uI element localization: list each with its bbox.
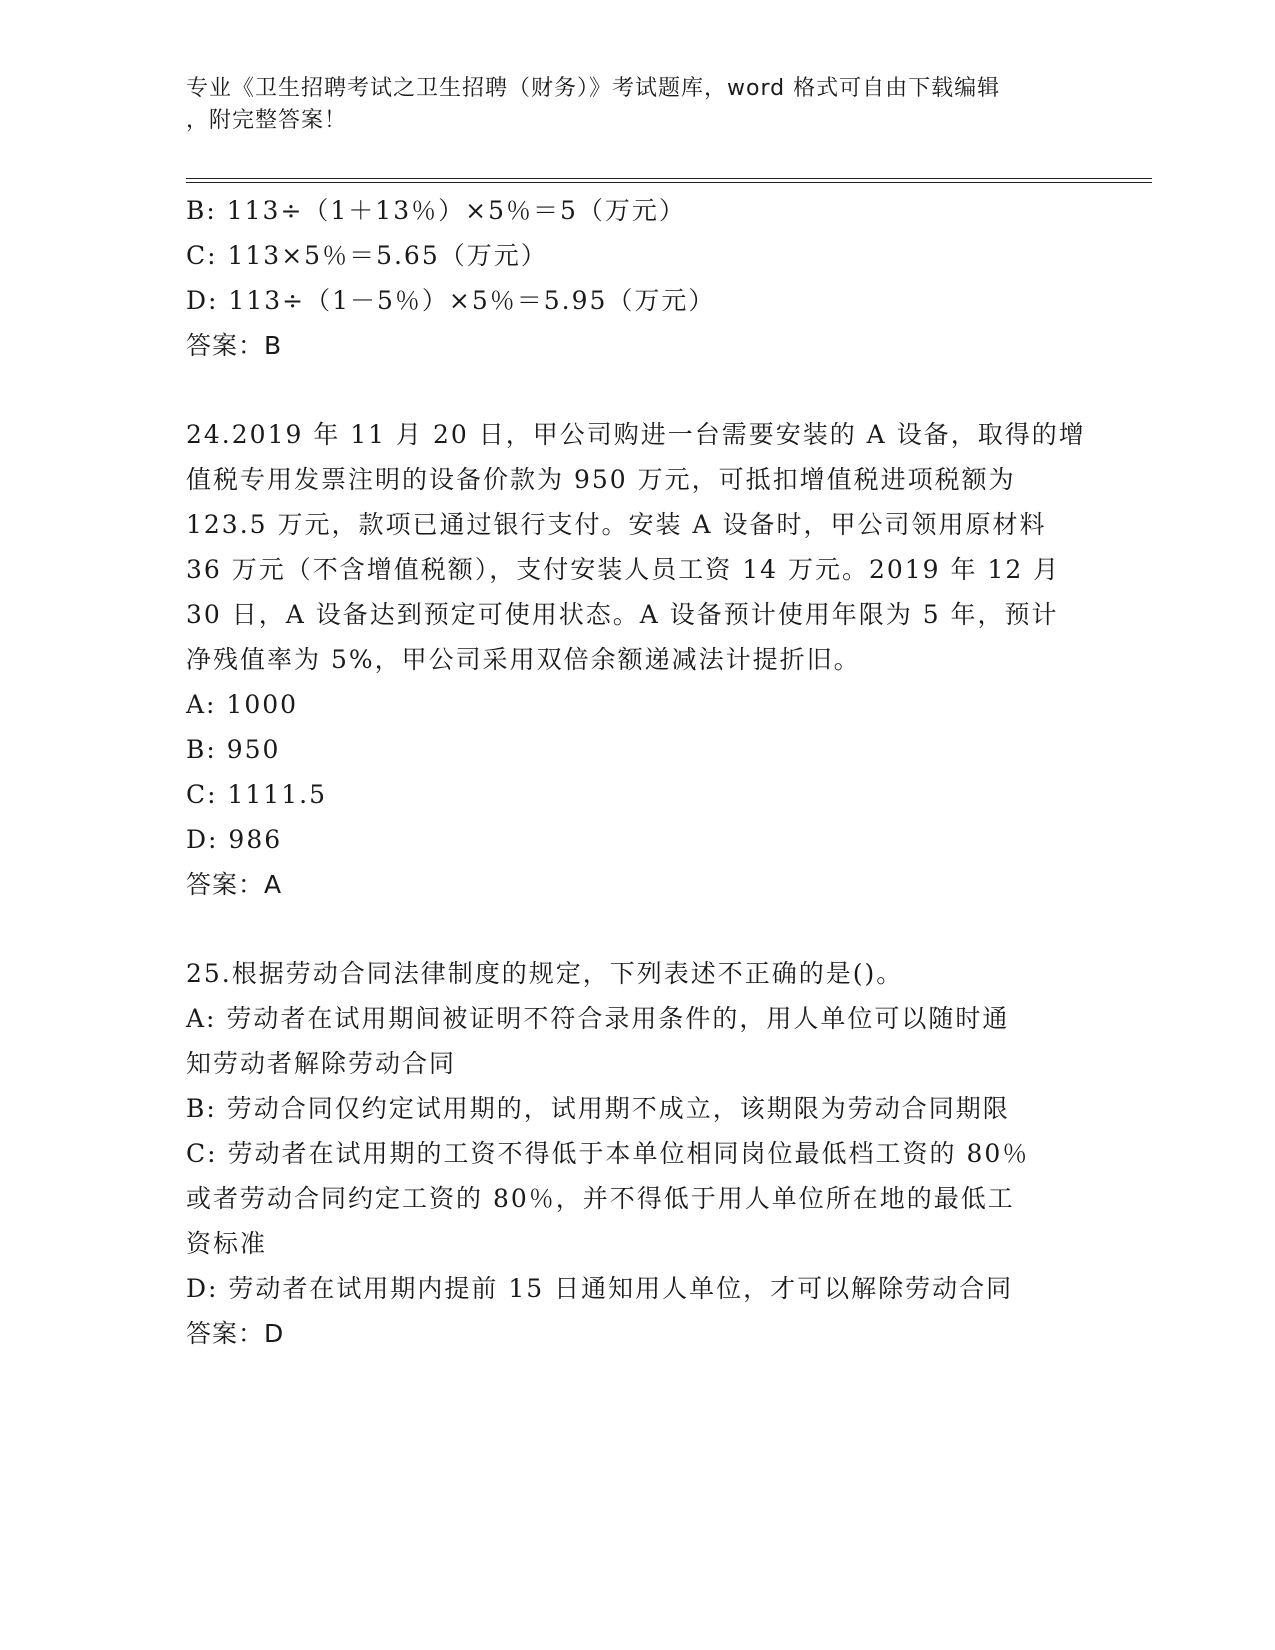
q25-option-c: [186, 1131, 1076, 1266]
document-body: [186, 188, 1086, 1356]
q24-stem-line: 净残值率为 5%，甲公司采用双倍余额递减法计提折旧。: [186, 645, 861, 674]
q25-option-c-line: C: 劳动者在试用期的工资不得低于本单位相同岗位最低档工资的 80％: [186, 1139, 1030, 1168]
q23-option-c: C: 113×5％＝5.65（万元）: [186, 241, 548, 270]
q25-stem: 25.根据劳动合同法律制度的规定，下列表述不正确的是()。: [186, 959, 904, 988]
q25-option-b: [186, 1086, 1076, 1131]
q25-option-a-line: A: 劳动者在试用期间被证明不符合录用条件的，用人单位可以随时通: [186, 1004, 1010, 1033]
q25-option-d: [186, 1266, 1076, 1311]
q25-answer: 答案：D: [186, 1319, 285, 1348]
header-divider-second: [186, 182, 1152, 183]
question-23-tail: [186, 188, 1076, 368]
q24-option-d: D: 986: [186, 825, 283, 854]
q25-option-b-line: B: 劳动合同仅约定试用期的，试用期不成立，该期限为劳动合同期限: [186, 1094, 1010, 1123]
q25-option-c-line: 资标准: [186, 1229, 268, 1258]
q24-option-c: C: 1111.5: [186, 780, 327, 809]
header-line-1: 专业《卫生招聘考试之卫生招聘（财务）》考试题库，word 格式可自由下载编辑: [186, 76, 1001, 101]
header-line-2: ，附完整答案！: [186, 108, 348, 133]
q24-stem-line: 30 日，A 设备达到预定可使用状态。A 设备预计使用年限为 5 年，预计: [186, 600, 1059, 629]
q23-option-b: B: 113÷（1＋13％）×5％＝5（万元）: [186, 196, 686, 225]
header-divider: [186, 178, 1152, 179]
q24-stem-line: 123.5 万元，款项已通过银行支付。安装 A 设备时，甲公司领用原材料: [186, 510, 1047, 539]
q24-option-b: B: 950: [186, 735, 281, 764]
q24-stem-line: 值税专用发票注明的设备价款为 950 万元，可抵扣增值税进项税额为: [186, 465, 1016, 494]
q23-option-d: D: 113÷（1－5％）×5％＝5.95（万元）: [186, 286, 716, 315]
q24-answer: 答案：A: [186, 870, 283, 899]
q24-stem: [186, 412, 1086, 682]
q24-option-a: A: 1000: [186, 690, 299, 719]
q25-option-a-line: 知劳动者解除劳动合同: [186, 1049, 457, 1078]
page-header: [186, 73, 1066, 137]
q24-stem-line: 24.2019 年 11 月 20 日，甲公司购进一台需要安装的 A 设备，取得的增: [186, 420, 1086, 449]
q25-option-c-line: 或者劳动合同约定工资的 80％，并不得低于用人单位所在地的最低工: [186, 1184, 1015, 1213]
q25-option-d-line: D: 劳动者在试用期内提前 15 日通知用人单位，才可以解除劳动合同: [186, 1274, 1014, 1303]
q23-answer: 答案：B: [186, 331, 283, 360]
question-24: [186, 412, 1086, 907]
q25-option-a: [186, 996, 1076, 1086]
q24-stem-line: 36 万元（不含增值税额），支付安装人员工资 14 万元。2019 年 12 月: [186, 555, 1061, 584]
question-25: [186, 951, 1076, 1356]
